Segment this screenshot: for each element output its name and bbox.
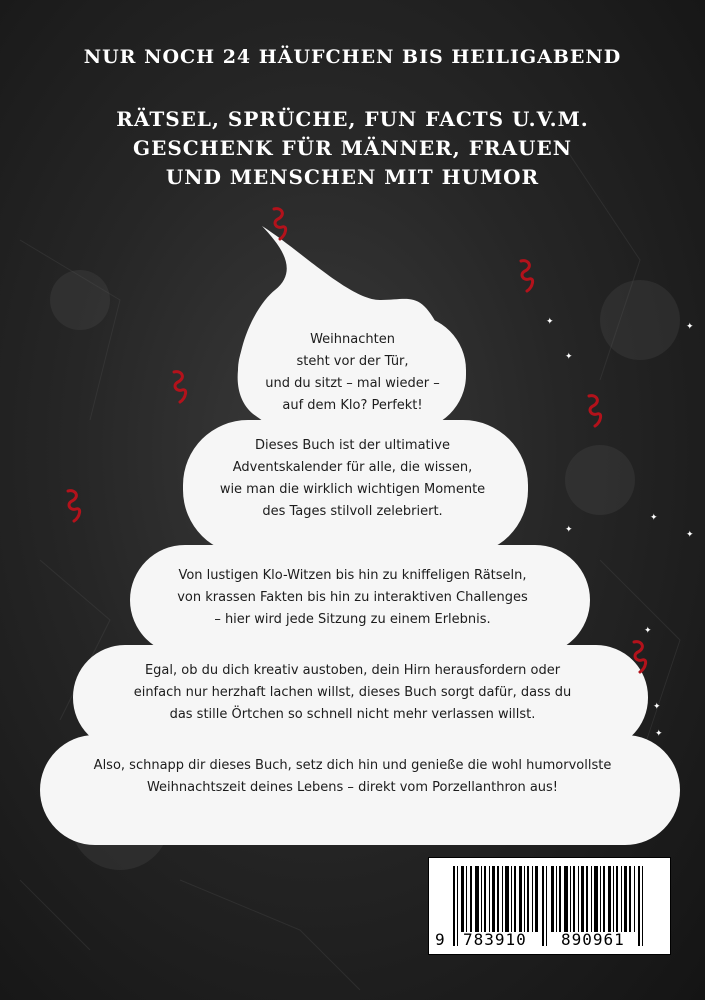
sparkle-star-icon: ✦ bbox=[650, 513, 658, 523]
sparkle-star-icon: ✦ bbox=[655, 729, 663, 739]
blurb-line: und du sitzt – mal wieder – bbox=[265, 376, 440, 391]
blurb-line: – hier wird jede Sitzung zu einem Erlebnis. bbox=[214, 612, 491, 627]
sparkle-star-icon: ✦ bbox=[686, 530, 694, 540]
blurb-line: einfach nur herzhaft lachen willst, dieses Buch sorgt dafür, dass du bbox=[133, 685, 572, 700]
sparkle-star-icon: ✦ bbox=[686, 322, 694, 332]
subtitle-line: RÄTSEL, SPRÜCHE, FUN FACTS U.V.M. bbox=[116, 107, 589, 131]
barcode-digits-left: 783910 bbox=[463, 930, 527, 949]
blurb-line: Adventskalender für alle, die wissen, bbox=[232, 460, 473, 475]
blurb-line: Von lustigen Klo-Witzen bis hin zu kniffeligen Rätseln, bbox=[178, 568, 527, 583]
red-ribbon-squiggle-icon bbox=[583, 392, 609, 432]
red-ribbon-squiggle-icon bbox=[62, 487, 88, 527]
isbn-barcode bbox=[428, 857, 671, 955]
subtitle-line: UND MENSCHEN MIT HUMOR bbox=[165, 165, 540, 189]
blurb-line: Weihnachten bbox=[310, 332, 395, 347]
red-ribbon-squiggle-icon bbox=[628, 638, 654, 678]
blurb-paragraph-3 bbox=[0, 565, 705, 631]
red-ribbon-squiggle-icon bbox=[168, 368, 194, 408]
subtitle-line: GESCHENK FÜR MÄNNER, FRAUEN bbox=[133, 136, 572, 160]
blurb-line: wie man die wirklich wichtigen Momente bbox=[219, 482, 486, 497]
blurb-paragraph-5 bbox=[0, 755, 705, 799]
blurb-line: des Tages stilvoll zelebriert. bbox=[262, 504, 443, 519]
blurb-paragraph-4 bbox=[0, 660, 705, 726]
blurb-paragraph-2 bbox=[0, 435, 705, 523]
blurb-line: steht vor der Tür, bbox=[296, 354, 409, 369]
red-ribbon-squiggle-icon bbox=[515, 257, 541, 297]
blurb-line: von krassen Fakten bis hin zu interaktiven Challenges bbox=[177, 590, 528, 605]
blurb-line: das stille Örtchen so schnell nicht mehr verlassen willst. bbox=[169, 707, 536, 722]
sparkle-star-icon: ✦ bbox=[644, 626, 652, 636]
headline-countdown: NUR NOCH 24 HÄUFCHEN BIS HEILIGABEND bbox=[83, 46, 622, 68]
sparkle-star-icon: ✦ bbox=[565, 352, 573, 362]
blurb-line: Egal, ob du dich kreativ austoben, dein Hirn herausfordern oder bbox=[144, 663, 561, 678]
sparkle-star-icon: ✦ bbox=[546, 317, 554, 327]
barcode-digits-right: 890961 bbox=[561, 930, 625, 949]
red-ribbon-squiggle-icon bbox=[268, 205, 294, 245]
sparkle-star-icon: ✦ bbox=[653, 702, 661, 712]
sparkle-star-icon: ✦ bbox=[565, 525, 573, 535]
blurb-line: Weihnachtszeit deines Lebens – direkt vom Porzellanthron aus! bbox=[146, 780, 559, 795]
blurb-line: Dieses Buch ist der ultimative bbox=[255, 438, 450, 453]
blurb-line: Also, schnapp dir dieses Buch, setz dich hin und genieße die wohl humorvollste bbox=[93, 758, 612, 773]
barcode-digit-prefix: 9 bbox=[435, 930, 446, 949]
blurb-line: auf dem Klo? Perfekt! bbox=[282, 398, 423, 413]
